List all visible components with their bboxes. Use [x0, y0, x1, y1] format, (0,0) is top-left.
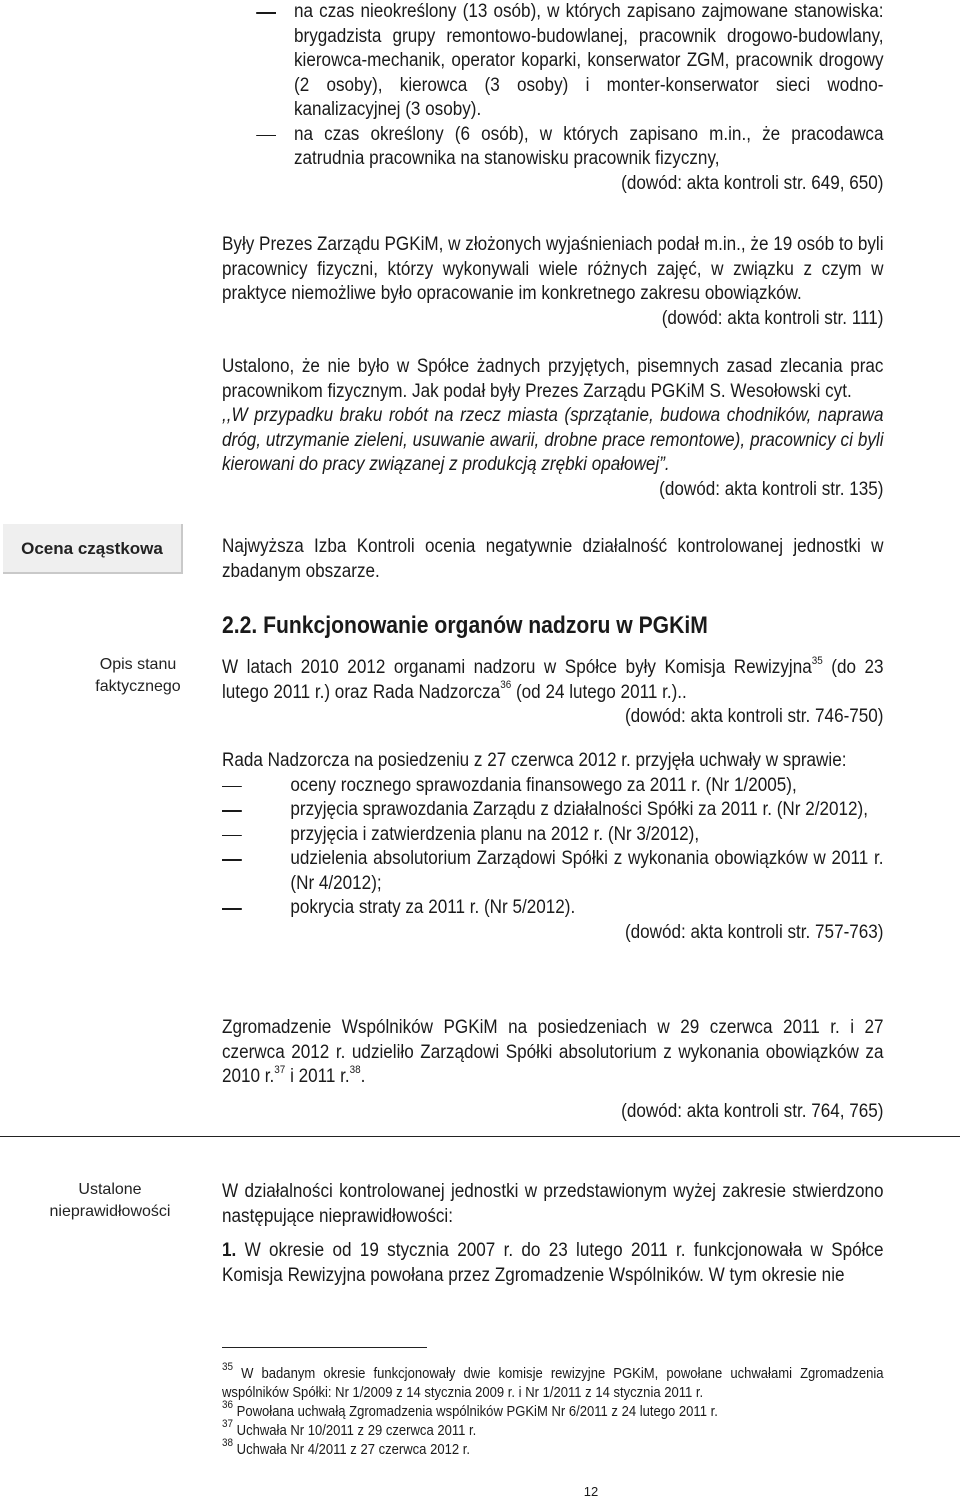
- para-wyjasnienia: [222, 233, 884, 331]
- opis-line: faktycznego: [95, 678, 181, 695]
- paragraph: Ustalono, że nie było w Spółce żadnych przyjętych, pisemnych zasad zlecania prac pracownikom fizycznym. Jak podał były Prezes Zarządu PGKiM S. Wesołowski cyt.: [222, 356, 884, 402]
- evidence-ref: (dowód: akta kontroli str. 757-763): [624, 921, 884, 943]
- footnote-ref: 36: [500, 679, 512, 692]
- footnote-ref: 38: [349, 1063, 361, 1076]
- opis-line: Opis stanu: [99, 656, 177, 673]
- uchwala-item: [222, 823, 884, 848]
- dash-mark: [222, 859, 242, 861]
- bullet-nieokreslony: [222, 0, 884, 123]
- top-bullets: [222, 0, 884, 196]
- dash-mark: [222, 835, 242, 837]
- footnote-text: Powołana uchwałą Zgromadzenia wspólników PGKiM Nr 6/2011 z 24 lutego 2011 r.: [233, 1404, 718, 1420]
- evidence-ref: (dowód: akta kontroli str. 649, 650): [621, 172, 884, 194]
- point-number: 1.: [222, 1240, 237, 1261]
- bullet-okreslony: [222, 123, 884, 172]
- footnote-ref: 35: [811, 654, 823, 667]
- point-text: W okresie od 19 stycznia 2007 r. do 23 lutego 2011 r. funkcjonowała w Spółce Komisja Rewizyjna powołana przez Zgromadzenie Wspólników. W tym okresie nie: [222, 1240, 884, 1286]
- ocena-label: Ocena cząstkowa: [21, 539, 163, 558]
- dash-mark: [222, 908, 242, 910]
- bullet-text: na czas określony (6 osób), w których zapisano m.in., że pracodawca zatrudnia pracownika na stanowisku pracownik fizyczny,: [294, 123, 884, 169]
- paragraph: Rada Nadzorcza na posiedzeniu z 27 czerwca 2012 r. przyjęła uchwały w sprawie:: [222, 750, 847, 771]
- paragraph: W działalności kontrolowanej jednostki w przedstawionym wyżej zakresie stwierdzono następujące nieprawidłowości:: [222, 1181, 884, 1227]
- point-1: [222, 1239, 884, 1288]
- evidence-ref: (dowód: akta kontroli str. 764, 765): [621, 1100, 884, 1122]
- section-divider: [0, 1136, 960, 1137]
- paragraph: [222, 656, 884, 705]
- para-ocena: [222, 535, 884, 584]
- text-part: W latach 2010 2012 organami nadzoru w Spółce były Komisja Rewizyjna: [222, 657, 812, 678]
- footnote-number: 38: [222, 1437, 234, 1450]
- quote: ,,W przypadku braku robót na rzecz miasta (sprzątanie, budowa chodników, naprawa dróg, utrzymanie zieleni, usuwanie awarii, drobne prace remontowe), pracownicy ci byli kierowani do pracy związanej z produkcją zrębki opałowej”.: [222, 405, 884, 475]
- uchwala-text: udzielenia absolutorium Zarządowi Spółki z wykonania obowiązków w 2011 r. (Nr 4/2012);: [290, 848, 884, 894]
- uchwala-text: oceny rocznego sprawozdania finansowego za 2011 r. (Nr 1/2005),: [290, 774, 797, 796]
- section-heading: 2.2. Funkcjonowanie organów nadzoru w PGKiM: [222, 612, 708, 639]
- dash-mark: [256, 135, 276, 137]
- evidence-ref: (dowód: akta kontroli str. 111): [661, 307, 884, 329]
- bullet-text: na czas nieokreślony (13 osób), w których zapisano zajmowane stanowiska: brygadzista grupy remontowo-budowlanej, pracownik drogowo-budowlany, kierowca-mechanik, operator koparki, konserwator ZGM, pracownik drogowy (2 osoby), kierowca (3 osoby) i monter-konserwator sieci wodno-kanalizacyjnej (3 osoby).: [294, 1, 884, 120]
- dash-mark: [256, 12, 276, 14]
- text-part: i 2011 r.: [285, 1066, 350, 1087]
- footnote-separator: [222, 1347, 427, 1348]
- footnote: [222, 1399, 884, 1422]
- footnote: [222, 1418, 884, 1441]
- para-rada: [222, 749, 884, 945]
- ustalone-line: nieprawidłowości: [49, 1203, 171, 1220]
- paragraph: [222, 1016, 884, 1090]
- footnote-text: W badanym okresie funkcjonowały dwie komisje rewizyjne PGKiM, powołane uchwałami Zgromadzenia wspólników Spółki: Nr 1/2009 z 14 stycznia 2009 r. i Nr 1/2011 z 14 stycznia 2011 r.: [222, 1366, 884, 1401]
- footnote-ref: 37: [274, 1063, 286, 1076]
- footnote-text: Uchwała Nr 10/2011 z 29 czerwca 2011 r.: [233, 1423, 477, 1439]
- text-part: (do 23 lutego 2011 r.) oraz Rada Nadzorcza: [222, 657, 884, 703]
- uchwala-text: przyjęcia sprawozdania Zarządu z działalności Spółki za 2011 r. (Nr 2/2012),: [290, 799, 868, 820]
- footnotes: [222, 1361, 884, 1460]
- uchwala-item: [222, 774, 884, 799]
- para-ustalono: [222, 355, 884, 502]
- text-part: (od 24 lutego 2011 r.)..: [511, 681, 687, 703]
- dash-mark: [222, 786, 242, 788]
- dash-mark: [222, 810, 242, 812]
- footnote: [222, 1361, 884, 1403]
- uchwala-text: pokrycia straty za 2011 r. (Nr 5/2012).: [290, 897, 576, 918]
- uchwala-item: [222, 896, 884, 921]
- para-nadzor: [222, 656, 884, 730]
- footnote: [222, 1437, 884, 1460]
- text-part: Zgromadzenie Wspólników PGKiM na posiedzeniach w 29 czerwca 2011 r. i 27 czerwca 2012 r. udzieliło Zarządowi Spółki absolutorium z wykonania obowiązków za 2010 r.: [222, 1017, 884, 1087]
- footnote-number: 35: [222, 1361, 234, 1374]
- footnote-number: 36: [222, 1399, 234, 1412]
- uchwala-item: [222, 847, 884, 896]
- para-nieprawidlowosci: [222, 1180, 884, 1288]
- para-zgromadzenie: [222, 1016, 884, 1124]
- uchwala-item: [222, 798, 884, 823]
- footnote-text: Uchwała Nr 4/2011 z 27 czerwca 2012 r.: [233, 1442, 470, 1458]
- evidence-ref: (dowód: akta kontroli str. 746-750): [624, 706, 884, 727]
- paragraph: Były Prezes Zarządu PGKiM, w złożonych wyjaśnieniach podał m.in., że 19 osób to byli pracownicy fizyczni, którzy wykonywali wiele różnych zajęć, w związku z czym w praktyce niemożliwe było opracowanie im konkretnego zakresu obowiązków.: [222, 234, 884, 304]
- footnote-number: 37: [222, 1418, 234, 1431]
- ustalone-label: [40, 1179, 180, 1223]
- text-part: .: [360, 1066, 366, 1087]
- page-number: 12: [583, 1484, 599, 1499]
- ocena-cz-label-box: [3, 524, 183, 574]
- uchwala-text: przyjęcia i zatwierdzenia planu na 2012 r. (Nr 3/2012),: [290, 823, 700, 845]
- opis-stanu-label: [88, 654, 188, 698]
- evidence-ref: (dowód: akta kontroli str. 135): [659, 478, 884, 500]
- paragraph: Najwyższa Izba Kontroli ocenia negatywnie działalność kontrolowanej jednostki w zbadanym obszarze.: [222, 536, 884, 582]
- ustalone-line: Ustalone: [78, 1181, 142, 1198]
